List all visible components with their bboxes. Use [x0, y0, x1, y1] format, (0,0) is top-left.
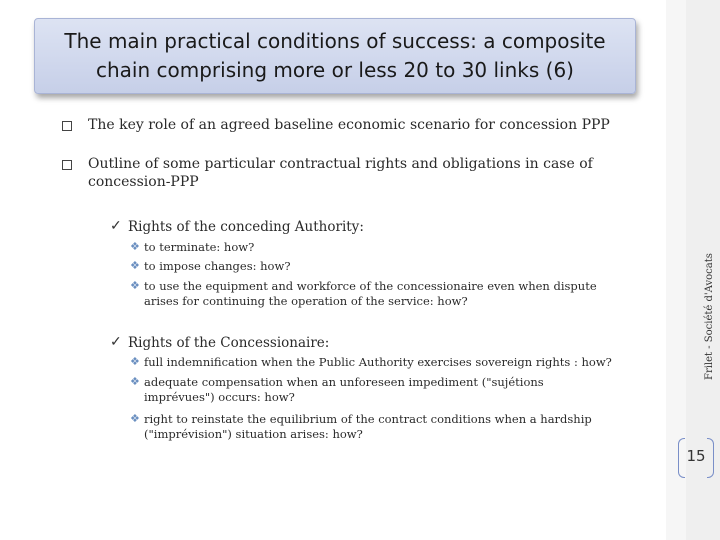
check-mark-icon: ✓ — [110, 334, 122, 350]
diamond-bullet-icon: ❖ — [130, 375, 140, 388]
list-item: to use the equipment and workforce of the concessionaire even when dispute arises for continuing the operation of the service: how? — [144, 279, 597, 308]
diamond-bullet-icon: ❖ — [130, 355, 140, 368]
check-mark-icon: ✓ — [110, 218, 122, 234]
list-item: full indemnification when the Public Authority exercises sovereign rights : how? — [144, 355, 612, 369]
diamond-bullet-icon: ❖ — [130, 240, 140, 253]
list-item: adequate compensation when an unforeseen impediment ("sujétions imprévues") occurs: how? — [144, 375, 544, 404]
square-bullet-icon — [62, 121, 72, 131]
diamond-bullet-icon: ❖ — [130, 412, 140, 425]
square-bullet-icon — [62, 160, 72, 170]
list-item: right to reinstate the equilibrium of the contract conditions when a hardship ("imprévision") situation arises: how? — [144, 412, 592, 441]
diamond-bullet-icon: ❖ — [130, 279, 140, 292]
list-item: to terminate: how? — [144, 240, 255, 254]
page-number-badge — [678, 438, 714, 478]
page-number: 15 — [686, 447, 706, 465]
title-box — [34, 18, 636, 94]
section-heading: Rights of the conceding Authority: — [128, 219, 364, 235]
bullet-text: Outline of some particular contractual rights and obligations in case of concession-PPP — [88, 156, 593, 190]
slide-title: The main practical conditions of success: a composite chain comprising more or less 20 to 30 links (6) — [64, 29, 606, 82]
section-heading: Rights of the Concessionaire: — [128, 335, 330, 351]
bullet-text: The key role of an agreed baseline economic scenario for concession PPP — [88, 117, 610, 133]
firm-label: Frilet - Société d'Avocats — [704, 253, 715, 380]
diamond-bullet-icon: ❖ — [130, 259, 140, 272]
list-item: to impose changes: how? — [144, 259, 291, 273]
